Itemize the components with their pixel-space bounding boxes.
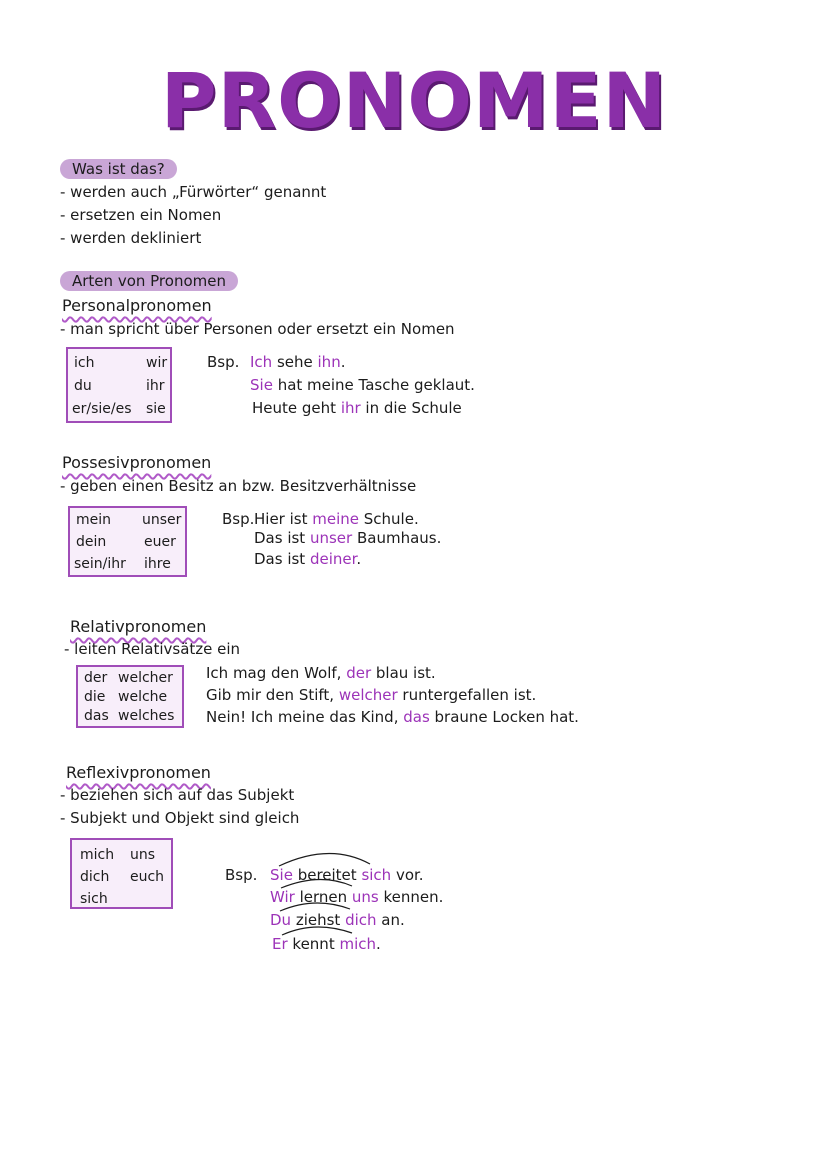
relative-description: - leiten Relativsätze ein (64, 640, 241, 658)
reflexive-description-2: - Subjekt und Objekt sind gleich (60, 809, 300, 827)
reflexive-heading: Reflexivpronomen (66, 763, 211, 782)
personal-bsp-label: Bsp. (207, 353, 240, 371)
table-cell: du (74, 378, 92, 394)
possessive-description: - geben einen Besitz an bzw. Besitzverhältnisse (60, 477, 417, 495)
types-heading: Arten von Pronomen (60, 271, 238, 291)
possessive-example-1: Hier ist meine Schule. (254, 510, 419, 528)
relative-heading: Relativpronomen (70, 617, 207, 636)
reflexive-bsp-label: Bsp. (225, 866, 258, 884)
table-cell: dich (80, 869, 110, 885)
table-cell: uns (130, 847, 156, 863)
table-cell: wir (146, 355, 168, 371)
table-cell: sein/ihr (74, 556, 126, 572)
reflexive-description-1: - beziehen sich auf das Subjekt (60, 786, 295, 804)
table-cell: er/sie/es (72, 401, 132, 417)
relative-example-3: Nein! Ich meine das Kind, das braune Locken hat. (206, 708, 579, 726)
relative-example-2: Gib mir den Stift, welcher runtergefallen ist. (206, 686, 537, 704)
intro-heading: Was ist das? (60, 159, 177, 179)
reflexive-example-1: Sie bereitet sich vor. (270, 866, 424, 884)
table-cell: welcher (118, 670, 173, 686)
table-cell: das (84, 708, 109, 724)
table-cell: sich (80, 891, 108, 907)
table-cell: ich (74, 355, 95, 371)
personal-example-2: Sie hat meine Tasche geklaut. (250, 376, 475, 394)
table-cell: euch (130, 869, 165, 885)
table-cell: dein (76, 534, 107, 550)
table-cell: ihr (146, 378, 165, 394)
relative-example-1: Ich mag den Wolf, der blau ist. (206, 664, 436, 682)
table-cell: euer (144, 534, 176, 550)
table-cell: ihre (144, 556, 171, 572)
table-cell: welches (118, 708, 175, 724)
possessive-heading: Possesivpronomen (62, 453, 212, 472)
personal-example-1: Ich sehe ihn. (250, 353, 346, 371)
reflexive-example-3: Du ziehst dich an. (270, 911, 405, 929)
possessive-example-3: Das ist deiner. (254, 550, 362, 568)
table-cell: mich (80, 847, 115, 863)
reference-arc (279, 853, 370, 866)
table-cell: mein (76, 512, 112, 528)
reference-arc (281, 879, 352, 888)
table-cell: die (84, 689, 106, 705)
intro-line-2: - ersetzen ein Nomen (60, 206, 222, 224)
reflexive-example-4: Er kennt mich. (272, 935, 381, 953)
intro-line-3: - werden dekliniert (60, 229, 202, 247)
table-cell: sie (146, 401, 166, 417)
personal-heading: Personalpronomen (62, 296, 212, 315)
reference-arc (280, 903, 350, 911)
table-cell: unser (142, 512, 182, 528)
possessive-example-2: Das ist unser Baumhaus. (254, 529, 442, 547)
table-cell: welche (118, 689, 168, 705)
personal-description: - man spricht über Personen oder ersetzt ein Nomen (60, 320, 455, 338)
personal-example-3: Heute geht ihr in die Schule (252, 399, 462, 417)
page-title: PRONOMEN (160, 56, 668, 145)
intro-line-1: - werden auch „Fürwörter“ genannt (60, 183, 327, 201)
table-cell: der (84, 670, 108, 686)
reflexive-example-2: Wir lernen uns kennen. (270, 888, 444, 906)
possessive-bsp-label: Bsp. (222, 510, 255, 528)
reference-arc (282, 927, 352, 935)
